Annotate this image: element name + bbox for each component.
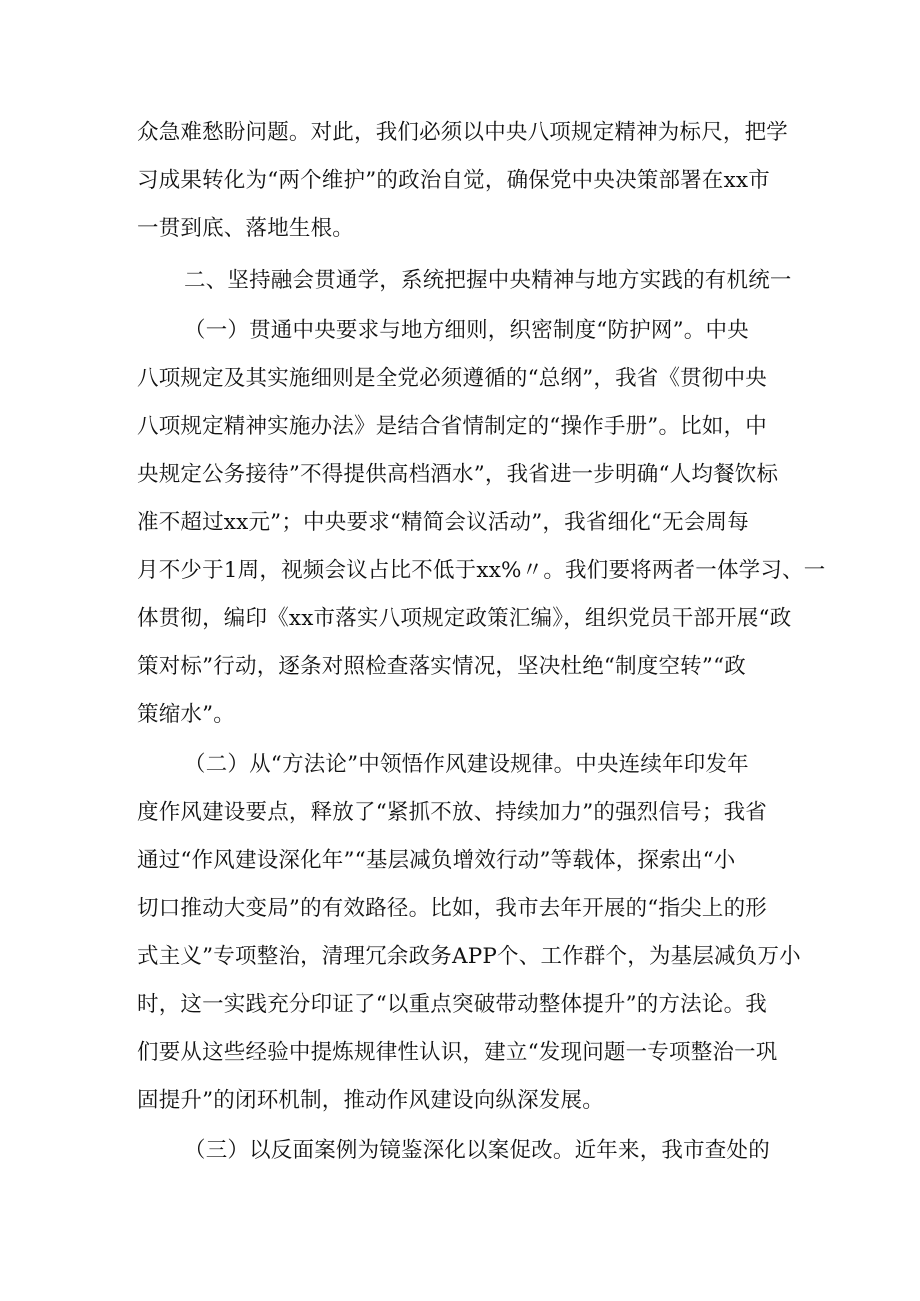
text-line: 一贯到底、落地生根。 bbox=[137, 216, 355, 241]
text-line: 式主义”专项整治，清理冗余政务APP个、工作群个，为基层减负万小 bbox=[137, 944, 801, 969]
text-line: （二）从“方法论”中领悟作风建设规律。中央连续年印发年 bbox=[184, 752, 749, 777]
text-line: 策对标”行动，逐条对照检查落实情况，坚决杜绝“制度空转”“政 bbox=[137, 654, 746, 679]
text-line: 准不超过xx元”；中央要求“精简会议活动”，我省细化“无会周每 bbox=[137, 510, 749, 535]
text-line: 度作风建设要点，释放了“紧抓不放、持续加力”的强烈信号；我省 bbox=[137, 800, 767, 825]
text-line: 体贯彻，编印《xx市落实八项规定政策汇编》，组织党员干部开展“政 bbox=[137, 606, 792, 631]
text-line: 众急难愁盼问题。对此，我们必须以中央八项规定精神为标尺，把学 bbox=[137, 120, 789, 145]
text-line: 八项规定及其实施细则是全党必须遵循的“总纲”，我省《贯彻中央 bbox=[137, 366, 767, 391]
text-line: 月不少于1周，视频会议占比不低于xx%〃。我们要将两者一体学习、一 bbox=[137, 558, 826, 583]
text-line: 八项规定精神实施办法》是结合省情制定的“操作手册”。比如，中 bbox=[137, 414, 767, 439]
text-line: 习成果转化为“两个维护”的政治自觉，确保党中央决策部署在xx市 bbox=[137, 168, 770, 193]
section-heading: 二、坚持融会贯通学，系统把握中央精神与地方实践的有机统一 bbox=[184, 268, 792, 293]
text-line: 固提升”的闭环机制，推动作风建设向纵深发展。 bbox=[137, 1088, 604, 1113]
text-line: 切口推动大变局”的有效路径。比如，我市去年开展的“指尖上的形 bbox=[137, 896, 767, 921]
text-line: 通过“作风建设深化年”“基层减负增效行动”等载体，探索出“小 bbox=[137, 848, 736, 873]
text-line: （三）以反面案例为镜鉴深化以案促改。近年来，我市查处的 bbox=[184, 1138, 770, 1163]
text-line: 央规定公务接待”不得提供高档酒水”，我省进一步明确“人均餐饮标 bbox=[137, 462, 779, 487]
text-line: 策缩水”。 bbox=[137, 702, 235, 727]
text-line: （一）贯通中央要求与地方细则，织密制度“防护网”。中央 bbox=[184, 318, 749, 343]
text-line: 时，这一实践充分印证了“以重点突破带动整体提升”的方法论。我 bbox=[137, 992, 767, 1017]
text-line: 们要从这些经验中提炼规律性认识，建立“发现问题一专项整治一巩 bbox=[137, 1040, 778, 1065]
